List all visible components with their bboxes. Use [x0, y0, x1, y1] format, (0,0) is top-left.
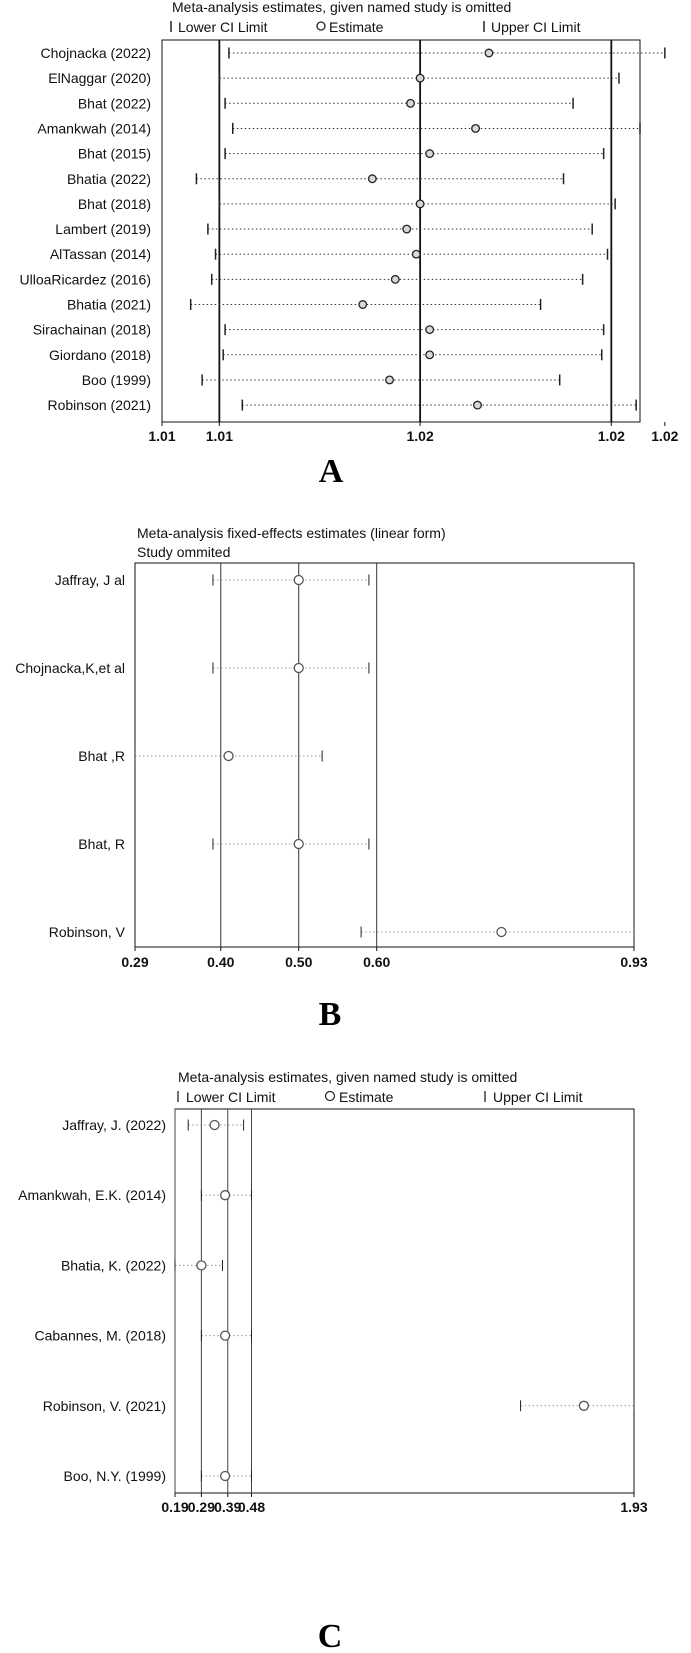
legend-estimate-label: Estimate: [329, 19, 384, 35]
estimate-point: [426, 326, 434, 334]
study-label: Bhat (2018): [77, 195, 151, 212]
x-tick-label: 1.02: [597, 428, 625, 444]
study-label: Lambert (2019): [55, 221, 151, 238]
legend-lower-label: Lower CI Limit: [186, 1089, 276, 1105]
study-label: Jaffray, J. (2022): [62, 1117, 166, 1133]
estimate-point: [391, 276, 399, 284]
legend-upper-label: Upper CI Limit: [493, 1089, 583, 1105]
study-label: Boo, N.Y. (1999): [63, 1468, 166, 1484]
study-label: Boo (1999): [81, 371, 151, 388]
estimate-point: [412, 250, 420, 258]
estimate-point: [359, 301, 367, 309]
study-label: Bhatia, K. (2022): [60, 1257, 166, 1274]
x-tick-label: 0.29: [187, 1499, 216, 1515]
study-label: ElNaggar (2020): [48, 70, 151, 87]
estimate-point: [294, 576, 303, 585]
panel-c-legend: [178, 1089, 583, 1105]
x-tick-label: 1.01: [205, 428, 233, 444]
estimate-point: [294, 840, 303, 849]
estimate-point: [426, 351, 434, 359]
estimate-point: [369, 175, 377, 183]
estimate-point: [416, 74, 424, 82]
estimate-point: [474, 401, 482, 409]
study-label: Bhat ,R: [78, 748, 125, 764]
study-label: Bhat, R: [78, 836, 125, 852]
panel-b: [15, 525, 648, 1033]
estimate-point: [221, 1472, 230, 1481]
estimate-point: [485, 49, 493, 57]
panel-c-frame: [175, 1109, 634, 1493]
legend-estimate-mark: [326, 1092, 335, 1101]
study-label: Bhatia (2022): [66, 170, 151, 187]
study-label: Bhatia (2021): [66, 296, 151, 313]
study-label: Giordano (2018): [49, 346, 151, 363]
x-tick-label: 0.93: [620, 954, 648, 970]
study-label: Robinson, V: [48, 924, 125, 940]
panel-a: [19, 0, 678, 490]
study-label: Chojnacka (2022): [40, 45, 151, 61]
estimate-point: [294, 664, 303, 673]
study-label: Cabannes, M. (2018): [34, 1327, 166, 1344]
panel-b-subtitle: Study ommited: [137, 544, 231, 560]
legend-estimate-mark: [317, 22, 325, 30]
study-label: Bhat (2022): [77, 95, 151, 112]
study-label: Bhat (2015): [77, 145, 151, 162]
legend-lower-label: Lower CI Limit: [178, 19, 268, 35]
study-label: AlTassan (2014): [49, 246, 151, 263]
study-label: Amankwah (2014): [37, 120, 151, 137]
estimate-point: [579, 1401, 588, 1410]
estimate-point: [472, 125, 480, 133]
panel-c: [18, 1069, 648, 1653]
panel-b-title: Meta-analysis fixed-effects estimates (linear form): [137, 525, 446, 541]
panel-a-title: Meta-analysis estimates, given named study is omitted: [172, 0, 512, 15]
estimate-point: [210, 1121, 219, 1130]
x-tick-label: 0.19: [161, 1499, 189, 1515]
study-label: Amankwah, E.K. (2014): [18, 1187, 166, 1204]
study-label: Sirachainan (2018): [32, 321, 151, 338]
panel-b-frame: [135, 563, 634, 947]
estimate-point: [386, 376, 394, 384]
panel-a-label: A: [318, 453, 344, 490]
x-tick-label: 0.48: [237, 1499, 266, 1515]
x-tick-label: 0.40: [207, 954, 235, 970]
x-tick-label: 0.60: [363, 954, 391, 970]
estimate-point: [407, 100, 415, 108]
legend-estimate-label: Estimate: [339, 1089, 394, 1105]
study-label: Chojnacka,K,et al: [15, 660, 125, 676]
x-tick-label: 0.29: [121, 954, 149, 970]
estimate-point: [416, 200, 424, 208]
estimate-point: [221, 1331, 230, 1340]
x-tick-label: 1.93: [620, 1499, 648, 1515]
estimate-point: [197, 1261, 206, 1270]
panel-c-title: Meta-analysis estimates, given named study is omitted: [178, 1069, 518, 1085]
x-tick-label: 1.02: [651, 428, 679, 444]
panel-c-label: C: [317, 1618, 343, 1653]
x-tick-label: 1.01: [148, 428, 176, 444]
panel-a-frame: [162, 40, 640, 422]
estimate-point: [221, 1191, 230, 1200]
x-tick-label: 0.50: [285, 954, 313, 970]
panel-a-legend: [171, 19, 581, 35]
estimate-point: [403, 225, 411, 233]
estimate-point: [497, 928, 506, 937]
study-label: Robinson, V. (2021): [42, 1397, 166, 1414]
study-label: Robinson (2021): [47, 397, 151, 414]
x-tick-label: 1.02: [406, 428, 434, 444]
legend-upper-label: Upper CI Limit: [491, 19, 581, 35]
study-label: Jaffray, J al: [54, 572, 125, 588]
estimate-point: [426, 150, 434, 158]
panel-b-label: B: [318, 996, 342, 1033]
estimate-point: [224, 752, 233, 761]
x-tick-label: 0.39: [214, 1499, 242, 1515]
study-label: UlloaRicardez (2016): [19, 271, 151, 288]
